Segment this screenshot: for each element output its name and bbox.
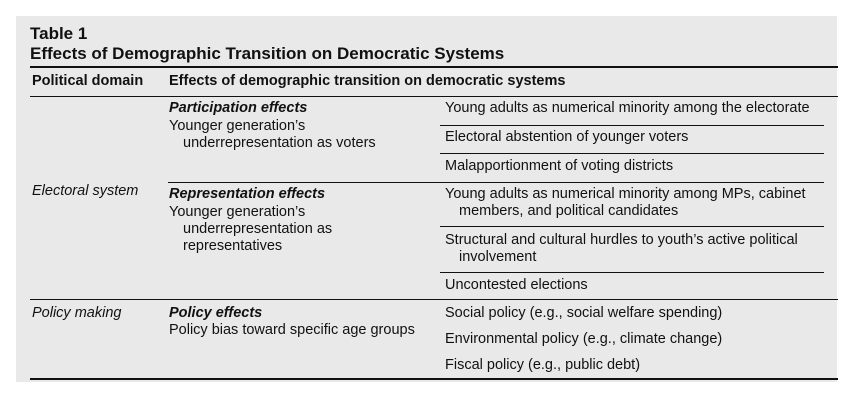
participation-desc-2: underrepresentation as voters [183, 135, 376, 151]
table-caption [30, 24, 504, 64]
policy-item-2: Environmental policy (e.g., climate change) [445, 331, 723, 347]
representation-item-3: Uncontested elections [445, 277, 588, 293]
participation-heading: Participation effects [169, 100, 308, 116]
table-title: Effects of Demographic Transition on Democratic Systems [30, 44, 505, 63]
top-rule [30, 66, 838, 68]
representation-desc-1: Younger generation’s [169, 204, 306, 220]
section-divider [168, 182, 824, 183]
policy-item-3: Fiscal policy (e.g., public debt) [445, 357, 641, 373]
representation-heading: Representation effects [169, 186, 326, 202]
row-divider [440, 272, 824, 273]
representation-desc-3: representatives [183, 238, 283, 254]
participation-item-3: Malapportionment of voting districts [445, 158, 674, 174]
participation-item-2: Electoral abstention of younger voters [445, 129, 689, 145]
header-effects: Effects of demographic transition on democratic systems [169, 73, 566, 89]
bottom-rule [30, 378, 838, 380]
domain-divider [30, 299, 838, 300]
representation-item-2-line-2: involvement [459, 249, 537, 265]
table-label: Table 1 [30, 24, 88, 43]
representation-item-1-line-1: Young adults as numerical minority among MPs, cabinet [445, 186, 806, 202]
representation-desc-2: underrepresentation as [183, 221, 333, 237]
participation-item-1: Young adults as numerical minority among the electorate [445, 100, 810, 116]
domain-electoral-system: Electoral system [32, 183, 139, 199]
representation-item-2-line-1: Structural and cultural hurdles to youth’s active political [445, 232, 798, 248]
policy-item-1: Social policy (e.g., social welfare spending) [445, 305, 723, 321]
header-domain: Political domain [32, 73, 144, 89]
row-divider [440, 226, 824, 227]
policy-heading: Policy effects [169, 305, 263, 321]
header-rule [30, 96, 838, 97]
domain-policy-making: Policy making [32, 305, 122, 321]
row-divider [440, 153, 824, 154]
row-divider [440, 125, 824, 126]
participation-desc-1: Younger generation’s [169, 118, 306, 134]
table-panel [16, 16, 837, 382]
representation-item-1-line-2: members, and political candidates [459, 203, 679, 219]
policy-desc-1: Policy bias toward specific age groups [169, 322, 415, 338]
